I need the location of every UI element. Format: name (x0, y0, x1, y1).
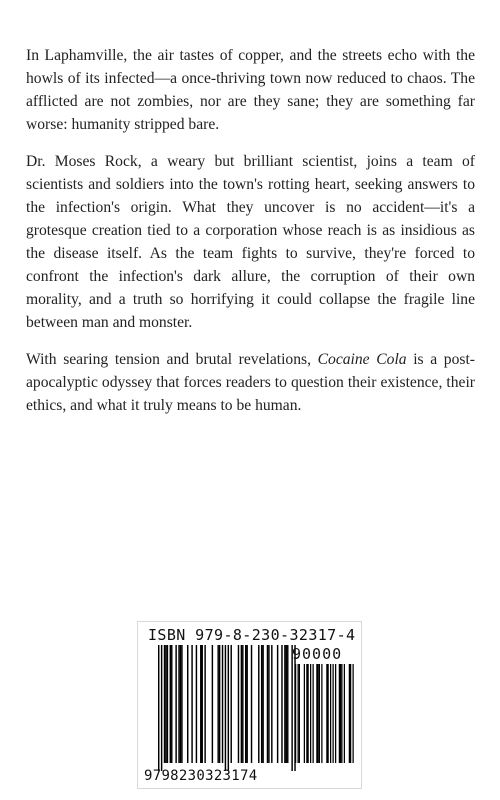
isbn-label: ISBN 979-8-230-32317-4 (148, 626, 356, 644)
barcode-bar (335, 664, 336, 763)
barcode-bar (340, 664, 341, 763)
barcode-bar (287, 645, 288, 763)
barcode-bar (231, 645, 232, 763)
barcode-bar (187, 645, 188, 763)
barcode-bar (326, 664, 327, 763)
ean-bars (158, 645, 296, 771)
blurb-paragraph-3 (26, 348, 475, 417)
barcode-bar (328, 664, 329, 763)
barcode-bar (316, 664, 317, 763)
ean-digits: 9798230323174 (144, 768, 258, 784)
barcode-bar (339, 664, 340, 763)
barcode-bar (175, 645, 176, 763)
barcode-bar (304, 664, 305, 763)
barcode-bar (191, 645, 192, 763)
barcode-bar (286, 645, 287, 763)
barcode-bar (353, 664, 354, 763)
barcode-bar (181, 645, 182, 763)
barcode-bar (306, 664, 307, 763)
barcode-bar (277, 645, 278, 763)
barcode-bar (321, 664, 322, 763)
addon-bars (295, 664, 354, 763)
book-title: Cocaine Cola (317, 351, 407, 368)
barcode-bar (251, 645, 252, 763)
barcode-bar (313, 664, 314, 763)
barcode-bar (350, 664, 351, 763)
barcode-bar (262, 645, 263, 763)
barcode-bar (319, 664, 320, 763)
barcode-bar (242, 645, 243, 763)
barcode-bar (202, 645, 203, 763)
barcode-bar (245, 645, 246, 763)
barcode-bar (225, 645, 226, 771)
barcode-bar (165, 645, 166, 763)
blurb-paragraph-3-lead: With searing tension and brutal revelations, (26, 351, 318, 368)
barcode-bar (219, 645, 220, 763)
barcode-bar (308, 664, 309, 763)
isbn-barcode (137, 621, 362, 789)
barcode-bar (333, 664, 334, 763)
barcode-bar (295, 664, 296, 763)
addon-digits: 90000 (292, 645, 343, 663)
barcode-bar (171, 645, 172, 763)
barcode-bar (261, 645, 262, 763)
barcode-bar (246, 645, 247, 763)
barcode-bar (310, 664, 311, 763)
barcode-bar (258, 645, 259, 763)
barcode-bar (164, 645, 165, 763)
barcode-bar (200, 645, 201, 763)
barcode-bar (222, 645, 223, 763)
barcode-bar (178, 645, 179, 763)
barcode-bar (238, 645, 239, 763)
barcode-bar (299, 664, 300, 763)
barcode-bar (204, 645, 205, 763)
barcode-bar (167, 645, 168, 763)
barcode-bar (341, 664, 342, 763)
barcode-bar (281, 645, 282, 763)
barcode-bar (284, 645, 285, 763)
barcode-bar (330, 664, 331, 763)
barcode-bar (268, 645, 269, 763)
barcode-bar (217, 645, 218, 763)
barcode-bar (212, 645, 213, 763)
barcode-bar (271, 645, 272, 763)
barcode-bar (158, 645, 159, 771)
barcode-bar (298, 664, 299, 763)
blurb-paragraph-1: In Laphamville, the air tastes of copper, and the streets echo with the howls of its infected—a once-thriving town now reduced to chaos. The afflicted are not zombies, nor are they sane; they are something far worse: humanity stripped bare. (26, 47, 475, 133)
back-cover-blurb (26, 44, 475, 431)
barcode-bar (241, 645, 242, 763)
blurb-paragraph-3-tail: is a post-apocalyptic odyssey that forces readers to question their existence, their ethics, and what it truly means to be human. (26, 351, 475, 414)
barcode-bar (344, 664, 345, 763)
barcode-bar (196, 645, 197, 763)
barcode-bar (267, 645, 268, 763)
barcode-bar (318, 664, 319, 763)
barcode-bar (161, 645, 162, 771)
barcode-bar (349, 664, 350, 763)
barcode-bar (170, 645, 171, 763)
barcode-bar (180, 645, 181, 763)
blurb-paragraph-2: Dr. Moses Rock, a weary but brilliant scientist, joins a team of scientists and soldiers into the town's rotting heart, seeking answers to the infection's origin. What they uncover is no accident—it's a grotesque creation tied to a corporation whose reach is as insidious as the disease itself. As the team fights to survive, they're forced to confront the infection's dark allure, the corruption of their own morality, and a truth so horrifying it could collapse the fragile line between man and monster. (26, 153, 475, 331)
barcode-bar (228, 645, 229, 771)
barcode-bar (291, 645, 292, 771)
